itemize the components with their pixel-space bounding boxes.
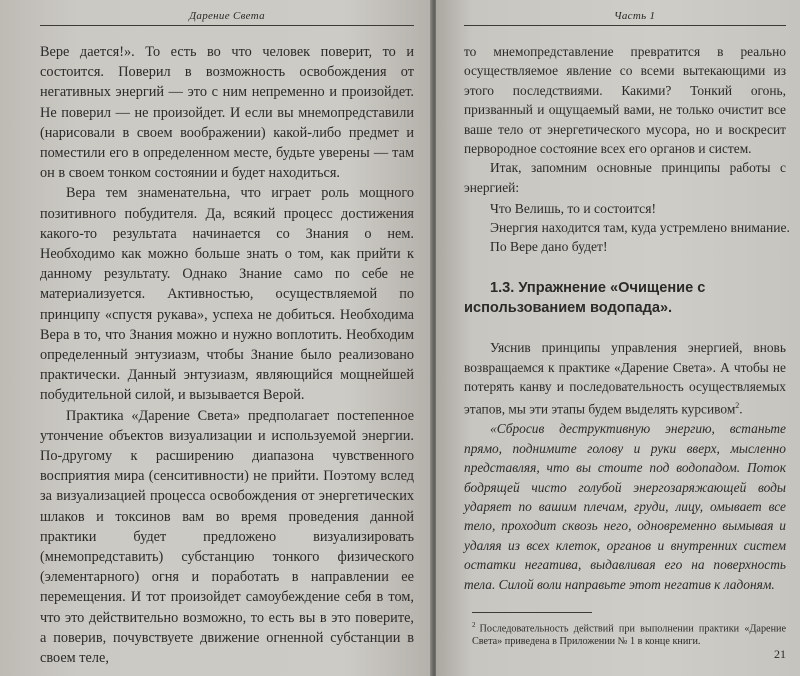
principle-item: Энергия находится там, куда устремлено внимание. — [490, 220, 790, 236]
paragraph-text: Уяснив принципы управления энергией, вновь возвращаемся к практике «Дарение Света». А чтобы не потерять канву и последовательность осуществляемых этапов, мы эти этапы будем выделять курсивом — [464, 340, 786, 417]
right-page — [436, 0, 800, 676]
paragraph: Уяснив принципы управления энергией, вновь возвращаемся к практике «Дарение Света». А чтобы не потерять канву и последовательность осуществляемых этапов, мы эти этапы будем выделять курсивом$^2$. — [464, 340, 786, 417]
section-heading: 1.3. Упражнение «Очищение с использованием водопада». — [464, 280, 706, 317]
principle-item: Что Велишь, то и состоится! — [490, 201, 656, 217]
running-head-right: Часть 1 — [464, 10, 786, 26]
footnote-divider — [472, 612, 592, 613]
principles-list — [490, 199, 790, 256]
page-number: 21 — [774, 647, 786, 661]
footnote-reference[interactable]: 2 — [735, 401, 740, 411]
principle-item: По Вере дано будет! — [490, 239, 608, 255]
paragraph: Итак, запомним основные принципы работы с энергией: — [464, 160, 786, 195]
footnote-text: Последовательность действий при выполнении практики «Дарение Света» приведена в Приложении № 1 в конце книги. — [472, 623, 786, 647]
paragraph: то мнемопредставление превратится в реально осуществляемое явление со всеми вытекающими из этого последствиями. Какими? Тонкий огонь, призванный и ощущаемый вами, не только очистит все ваше тело от энергетического мусора, но и воскресит первородное состояние всех его органов и систем. — [464, 44, 786, 157]
footnote-number: 2 — [472, 621, 476, 629]
running-head-left: Дарение Света — [40, 10, 414, 26]
paragraph: Практика «Дарение Света» предполагает постепенное утончение объектов визуализации и используемой энергии. По-другому к расширению диапазона чувственного восприятия мира (сенситивности) не прийти. Поэтому вслед за визуализацией процесса освобождения от энергетических шлаков и токсинов вам во время проведения данной практики будет предложено визуализировать (мнемопредставить) субстанцию тонкого физического (элементарного) огня и поработать в направлении ее перемещения. И тот произойдет самоубеждение себя в том, что это действительно возможно, то есть вы в это поверите, а поверив, почувствуете движение огненной субстанции в своем теле, — [40, 407, 414, 667]
italic-instruction: «Сбросив деструктивную энергию, встаньте прямо, поднимите голову и руки вверх, мысленно представляя, что вы стоите под водопадом. Поток бодрящей чисто голубой энергозаряжающей воды ударяет по вашим плечам, груди, лицу, омывает все тело, проходит сквозь него, одновременно вымывая и удаляя из всех клеток, органов и внутренних систем остатки негатива, выдавливая его на поверхность тела. Силой воли направьте этот негатив к ладоням. — [464, 421, 786, 592]
paragraph: Вера тем знаменательна, что играет роль мощного позитивного побудителя. Да, всякий процесс достижения какого-то результата начинается со Знания о нем. Необходимо как можно больше знать о том, как прийти к данному результату. Однако Знание само по себе не материализуется. Активностью, осуществляемой по принципу «спустя рукава», успеха не добиться. Необходима Вера в то, что Знания можно и нужно воплотить. Необходим определенный энтузиазм, чтобы Знание было реализовано практически. Данный энтузиазм, являющийся мощнейшей побудительной силой, и вызывается Верой. — [40, 185, 414, 404]
paragraph: Вере дается!». То есть во что человек поверит, то и состоится. Поверил в возможность освобождения от негативных энергий — это с ним непременно и произойдет. Не поверил — не произойдет. И если вы мнемопредставили (нарисовали в своем воображении) какой-либо предмет и поместили его в определенном месте, будьте уверены — там он в своем тонком состоянии и будет находиться. — [40, 44, 414, 182]
footnote — [464, 619, 786, 649]
